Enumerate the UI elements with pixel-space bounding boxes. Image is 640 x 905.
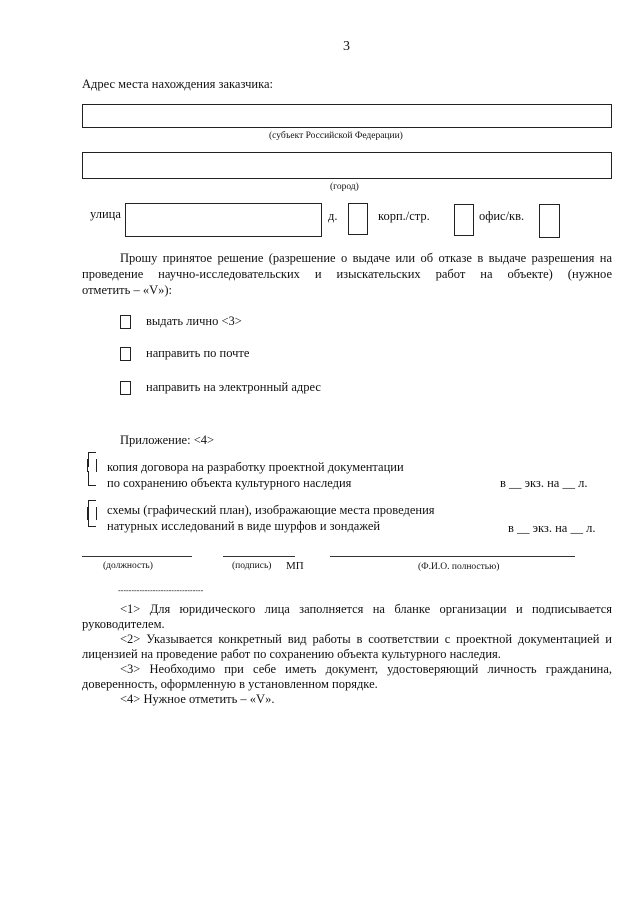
signature-caption: (подпись) <box>232 561 272 571</box>
checkbox-by-email[interactable] <box>120 381 131 395</box>
appendix-item2-count: в __ экз. на __ л. <box>508 521 596 535</box>
appendix-item1-line1: копия договора на разработку проектной документации <box>107 460 404 474</box>
subject-caption: (субъект Российской Федерации) <box>269 131 403 141</box>
street-label: улица <box>90 207 121 221</box>
footnote-2-line-1: <2> Указывается конкретный вид работы в соответствии с проектной документацией и <box>120 632 612 646</box>
footnote-4: <4> Нужное отметить – «V». <box>120 692 275 706</box>
fullname-caption: (Ф.И.О. полностью) <box>418 562 500 572</box>
appendix-heading: Приложение: <4> <box>120 433 215 447</box>
checkbox-bracket-bottom <box>88 471 96 486</box>
appendix-item2-line1: схемы (графический план), изображающие места проведения <box>107 503 435 517</box>
address-heading: Адрес места нахождения заказчика: <box>82 77 274 91</box>
house-field[interactable] <box>348 203 368 235</box>
footnote-3-line-2: доверенность, оформленную в установленном порядке. <box>82 677 378 691</box>
footnote-2-line-2: лицензией на проведение работ по сохранению объекта культурного наследия. <box>82 647 501 661</box>
fullname-line[interactable] <box>330 556 575 557</box>
subject-field[interactable] <box>82 104 612 128</box>
option-in-person: выдать лично <3> <box>146 314 242 328</box>
city-field[interactable] <box>82 152 612 179</box>
checkbox-by-mail[interactable] <box>120 347 131 361</box>
footnote-separator: -------------------------------- <box>118 586 204 595</box>
request-line-1: Прошу принятое решение (разрешение о выдаче или об отказе в выдаче разрешения на <box>120 251 612 265</box>
appendix-item2-line2: натурных исследований в виде шурфов и зондажей <box>107 519 381 533</box>
house-label: д. <box>328 209 338 223</box>
street-field[interactable] <box>125 203 322 237</box>
footnote-1-line-1: <1> Для юридического лица заполняется на бланке организации и подписывается <box>120 602 612 616</box>
option-by-mail: направить по почте <box>146 346 250 360</box>
page-number: 3 <box>343 39 350 54</box>
footnote-1-line-2: руководителем. <box>82 617 165 631</box>
building-field[interactable] <box>454 204 474 236</box>
position-line[interactable] <box>82 556 192 557</box>
checkbox-in-person[interactable] <box>120 315 131 329</box>
request-line-3: отметить – «V»): <box>82 283 172 297</box>
footnote-3-line-1: <3> Необходимо при себе иметь документ, удостоверяющий личность гражданина, <box>120 662 612 676</box>
office-field[interactable] <box>539 204 560 238</box>
seal-mark: МП <box>286 560 304 572</box>
checkbox-bracket-bottom <box>88 512 96 527</box>
request-line-2: проведение научно-исследовательских и изыскательских работ на объекте) (нужное <box>82 267 612 281</box>
office-label: офис/кв. <box>479 209 525 223</box>
signature-line[interactable] <box>223 556 295 557</box>
appendix-item1-line2: по сохранению объекта культурного наследия <box>107 476 352 490</box>
building-label: корп./стр. <box>378 209 430 223</box>
appendix-item1-count: в __ экз. на __ л. <box>500 476 588 490</box>
position-caption: (должность) <box>103 561 153 571</box>
option-by-email: направить на электронный адрес <box>146 380 321 394</box>
city-caption: (город) <box>330 182 359 192</box>
